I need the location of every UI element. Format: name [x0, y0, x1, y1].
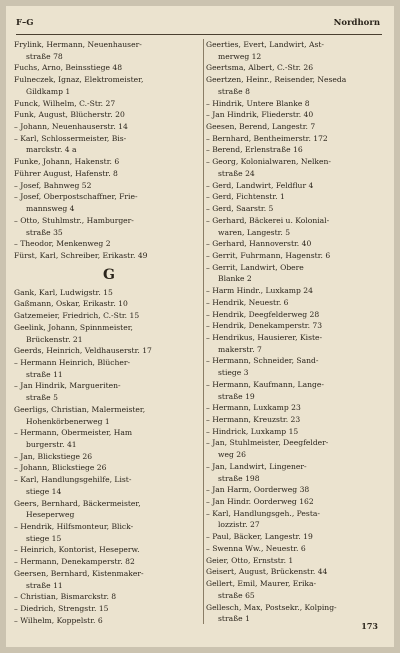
running-head-town: Nordhorn	[333, 18, 380, 28]
running-head-letters: F–G	[16, 18, 34, 28]
right-column-entries	[206, 39, 386, 625]
directory-line: – Gerd, Landwirt, Feldflur 4	[206, 180, 314, 190]
section-letter: G	[103, 266, 115, 283]
directory-line: straße 11	[26, 369, 63, 379]
directory-line: Gatzemeier, Friedrich, C.-Str. 15	[14, 311, 140, 321]
directory-line: Gellesch, Max, Postsekr., Kolping-	[206, 602, 337, 612]
directory-line: straße 198	[218, 473, 260, 483]
directory-line: straße 24	[218, 168, 255, 178]
left-column-entries-f	[14, 39, 204, 262]
directory-line: – Josef, Oberpostschaffner, Frie-	[14, 192, 138, 202]
directory-line: Brückenstr. 21	[26, 334, 83, 344]
directory-line: Geerds, Heinrich, Veldhauserstr. 17	[14, 346, 152, 356]
directory-line: straße 1	[218, 614, 250, 624]
directory-line: – Christian, Bismarckstr. 8	[14, 592, 117, 602]
directory-line: Fulneczek, Ignaz, Elektromeister,	[14, 75, 144, 85]
directory-line: – Jan Hindr. Oorderweg 162	[206, 497, 314, 507]
directory-line: – Paul, Bäcker, Langestr. 19	[206, 532, 313, 542]
directory-line: waren, Langestr. 5	[218, 227, 291, 237]
directory-line: – Karl, Handlungsgehilfe, List-	[14, 475, 132, 485]
directory-line: – Hermann, Obermeister, Ham	[14, 428, 133, 438]
directory-line: – Hermann, Schneider, Sand-	[206, 356, 319, 366]
left-column	[14, 39, 204, 627]
directory-line: – Josef, Bahnweg 52	[14, 180, 92, 190]
directory-line: – Gerrit, Fuhrmann, Hagenstr. 6	[206, 250, 331, 260]
directory-line: Gank, Karl, Ludwigstr. 15	[14, 287, 113, 297]
directory-line: stiege 3	[218, 368, 249, 378]
directory-line: – Wilhelm, Koppelstr. 6	[14, 615, 103, 625]
directory-line: – Hendrik, Neuestr. 6	[206, 297, 289, 307]
running-head	[16, 18, 380, 32]
directory-line: – Theodor, Menkenweg 2	[14, 239, 111, 249]
directory-line: Geesen, Berend, Langestr. 7	[206, 122, 316, 132]
directory-line: – Jan Hindrik, Margueriten-	[14, 381, 121, 391]
directory-line: – Hermann, Kreuzstr. 23	[206, 415, 301, 424]
directory-line: weg 26	[218, 450, 246, 460]
directory-line: – Jan, Stuhlmeister, Deegfelder-	[206, 438, 329, 448]
directory-line: – Karl, Schlossermeister, Bis-	[14, 133, 127, 143]
directory-line: burgerstr. 41	[26, 440, 77, 449]
directory-line: Geerligs, Christian, Malermeister,	[14, 404, 146, 414]
directory-line: straße 8	[218, 86, 250, 96]
directory-line: – Jan, Blickstiege 26	[14, 451, 93, 461]
directory-line: Geersen, Bernhard, Kistenmaker-	[14, 568, 144, 578]
directory-line: – Gerhard, Bäckerei u. Kolonial-	[206, 215, 330, 225]
directory-line: – Diedrich, Strengstr. 15	[14, 604, 109, 614]
directory-line: Geertzen, Heinr., Reisender, Neseda	[206, 75, 347, 85]
directory-line: makerstr. 7	[218, 344, 262, 354]
directory-line: – Hermann, Kaufmann, Lange-	[206, 379, 324, 389]
directory-line: Fürst, Karl, Schreiber, Erikastr. 49	[14, 250, 148, 260]
directory-line: – Harm Hindr., Luxkamp 24	[206, 286, 313, 296]
right-column	[206, 39, 386, 625]
directory-line: – Jan Harm, Oorderweg 38	[206, 485, 310, 495]
directory-line: – Jan Hindrik, Fliederstr. 40	[206, 110, 314, 120]
directory-line: stiege 15	[26, 533, 62, 543]
directory-page	[6, 6, 394, 647]
directory-line: – Hermann, Denekamperstr. 82	[14, 557, 135, 567]
directory-line: – Johann, Neuenhauserstr. 14	[14, 122, 128, 132]
directory-line: lozzistr. 27	[218, 520, 260, 530]
left-column-entries-g	[14, 287, 204, 627]
directory-line: – Hendrik, Deegfelderweg 28	[206, 309, 320, 319]
directory-line: Hohenkörbenerweg 1	[26, 416, 110, 426]
directory-line: Frylink, Hermann, Neuenhauser-	[14, 40, 142, 49]
directory-line: – Karl, Handlungsgeh., Pesta-	[206, 508, 320, 518]
directory-line: Geers, Bernhard, Bäckermeister,	[14, 498, 141, 508]
directory-line: – Gerd, Fichtenstr. 1	[206, 192, 285, 202]
directory-line: Funk, August, Blücherstr. 20	[14, 110, 125, 120]
directory-line: – Gerhard, Hannoverstr. 40	[206, 239, 312, 249]
directory-line: – Bernhard, Bentheimerstr. 172	[206, 133, 328, 143]
directory-line: – Otto, Stuhlmstr., Hamburger-	[14, 215, 134, 225]
directory-line: straße 78	[26, 51, 63, 61]
directory-line: – Hindrick, Luxkamp 15	[206, 426, 299, 436]
header-rule	[16, 34, 382, 35]
directory-line: straße 5	[26, 393, 58, 403]
directory-line: straße 19	[218, 391, 255, 401]
directory-line: Blanke 2	[218, 274, 252, 284]
directory-line: Gildkamp 1	[26, 86, 71, 96]
directory-line: straße 35	[26, 227, 63, 237]
directory-line: – Berend, Erlenstraße 16	[206, 145, 303, 155]
directory-line: – Hermann, Luxkamp 23	[206, 403, 301, 413]
page-number: 173	[361, 621, 378, 631]
directory-line: – Johann, Blickstiege 26	[14, 463, 107, 473]
directory-line: Funke, Johann, Hakenstr. 6	[14, 157, 120, 167]
directory-line: Gaßmann, Oskar, Erikastr. 10	[14, 299, 128, 309]
directory-line: – Gerd, Saarstr. 5	[206, 204, 274, 214]
directory-line: Gellert, Emil, Maurer, Erika-	[206, 579, 317, 589]
directory-line: Funck, Wilhelm, C.-Str. 27	[14, 98, 116, 108]
directory-line: mannsweg 4	[26, 204, 75, 214]
directory-line: – Hendrikus, Hausierer, Kiste-	[206, 332, 323, 342]
directory-line: – Swenna Ww., Neuestr. 6	[206, 543, 306, 553]
directory-line: Heseperweg	[26, 510, 75, 520]
directory-line: – Georg, Kolonialwaren, Nelken-	[206, 157, 331, 167]
directory-line: Geier, Otto, Ernststr. 1	[206, 555, 294, 565]
directory-line: Führer August, Hafenstr. 8	[14, 168, 118, 178]
directory-line: merweg 12	[218, 51, 262, 61]
directory-line: – Heinrich, Kontorist, Heseperw.	[14, 545, 140, 555]
directory-line: marckstr. 4 a	[26, 145, 77, 155]
directory-line: straße 65	[218, 590, 255, 600]
directory-line: Fuchs, Arno, Beinsstiege 48	[14, 63, 123, 73]
directory-line: – Hendrik, Denekamperstr. 73	[206, 321, 323, 331]
directory-line: Geelink, Johann, Spinnmeister,	[14, 322, 133, 332]
directory-line: – Hermann Heinrich, Blücher-	[14, 357, 131, 367]
directory-line: Geisert, August, Brückenstr. 44	[206, 567, 328, 577]
directory-line: stiege 14	[26, 486, 62, 496]
directory-line: – Hendrik, Hilfsmonteur, Blick-	[14, 522, 134, 532]
directory-line: – Hindrik, Untere Blanke 8	[206, 98, 310, 108]
directory-line: Geerties, Evert, Landwirt, Ast-	[206, 40, 324, 49]
column-divider	[203, 39, 204, 624]
directory-line: straße 11	[26, 580, 63, 590]
directory-line: Geertsma, Albert, C.-Str. 26	[206, 63, 314, 73]
directory-line: – Gerrit, Landwirt, Obere	[206, 262, 304, 272]
directory-line: – Jan, Landwirt, Lingener-	[206, 461, 307, 471]
